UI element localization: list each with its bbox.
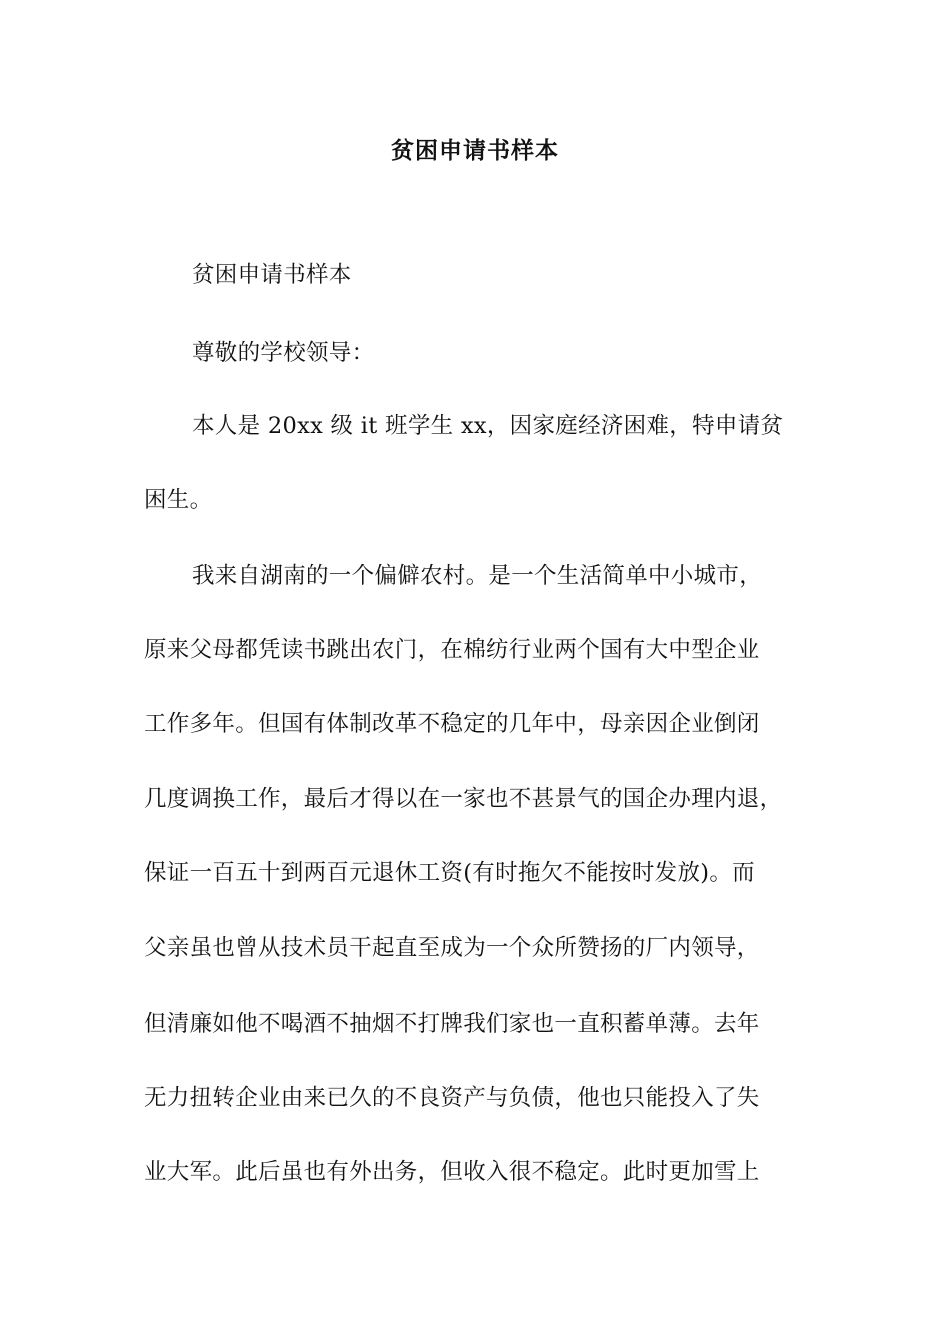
body-line: 困生。	[144, 487, 213, 513]
body-line: 无力扭转企业由来已久的不良资产与负债，他也只能投入了失	[144, 1085, 760, 1111]
body-line: 父亲虽也曾从技术员干起直至成为一个众所赞扬的厂内领导，	[144, 935, 760, 961]
body-line: 尊敬的学校领导：	[192, 340, 375, 366]
body-line: 工作多年。但国有体制改革不稳定的几年中，母亲因企业倒闭	[144, 711, 760, 737]
body-line: 但清廉如他不喝酒不抽烟不打牌我们家也一直积蓄单薄。去年	[144, 1011, 760, 1037]
body-line: 业大军。此后虽也有外出务，但收入很不稳定。此时更加雪上	[144, 1159, 760, 1185]
body-line: 本人是 20xx 级 it 班学生 xx，因家庭经济困难，特申请贫	[192, 413, 784, 439]
body-line: 保证一百五十到两百元退休工资(有时拖欠不能按时发放)。而	[144, 860, 755, 886]
document-title: 贫困申请书样本	[391, 138, 559, 164]
body-line: 贫困申请书样本	[192, 262, 352, 288]
body-line: 几度调换工作，最后才得以在一家也不甚景气的国企办理内退，	[144, 786, 783, 812]
body-line: 我来自湖南的一个偏僻农村。是一个生活简单中小城市，	[192, 563, 763, 589]
body-line: 原来父母都凭读书跳出农门，在棉纺行业两个国有大中型企业	[144, 637, 760, 663]
